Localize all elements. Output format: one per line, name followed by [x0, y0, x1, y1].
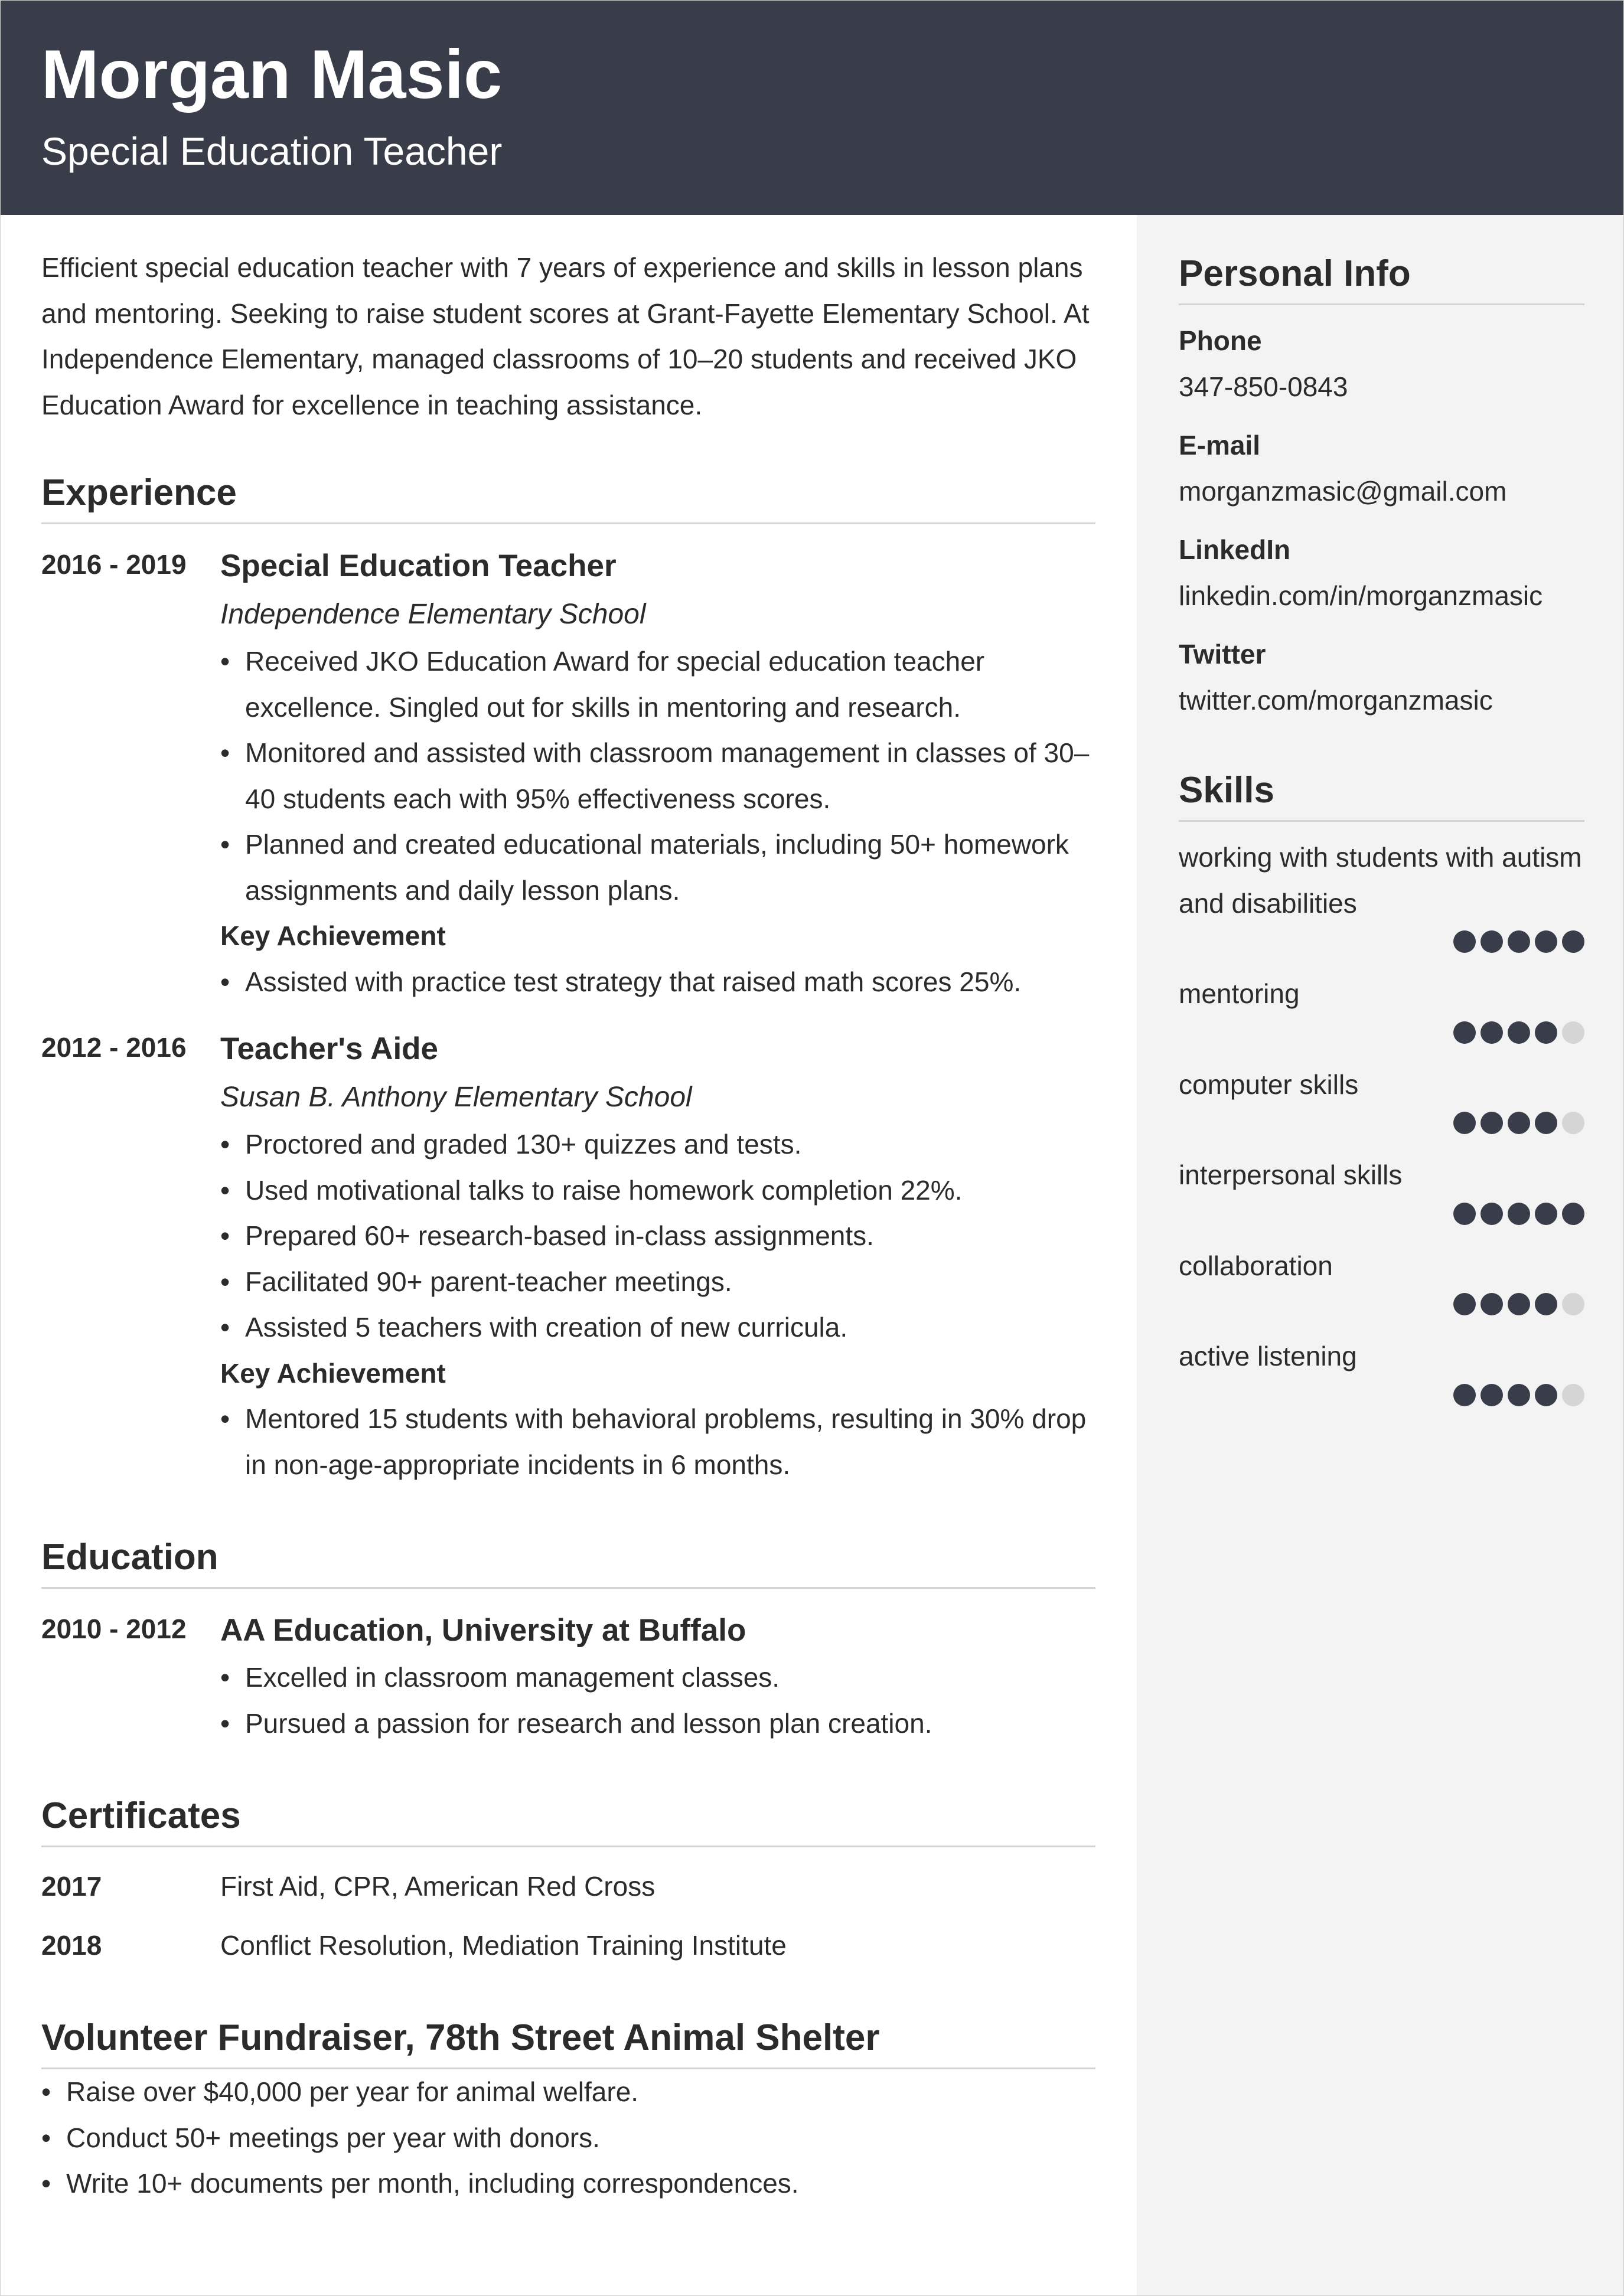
education-heading: Education	[41, 1534, 1095, 1589]
bullet-item: • Excelled in classroom management classes.	[220, 1655, 1095, 1701]
skill-name: working with students with autism and disabilities	[1179, 842, 1582, 919]
skill-item	[1179, 1243, 1584, 1317]
resume-header	[1, 1, 1623, 215]
rating-dot-filled	[1480, 1293, 1503, 1315]
skill-name: active listening	[1179, 1341, 1357, 1371]
rating-dot-filled	[1480, 1384, 1503, 1406]
volunteer-section	[41, 2014, 1095, 2207]
skill-item	[1179, 1334, 1584, 1407]
candidate-role: Special Education Teacher	[41, 129, 503, 173]
experience-section	[41, 469, 1095, 1488]
skills-heading: Skills	[1179, 767, 1584, 822]
skill-item	[1179, 971, 1584, 1044]
rating-dot-filled	[1508, 1293, 1530, 1315]
skill-rating	[1179, 1202, 1584, 1226]
candidate-name: Morgan Masic	[41, 35, 503, 113]
skill-name: computer skills	[1179, 1069, 1359, 1100]
entry-body	[220, 1025, 1095, 1488]
key-achievement-label: Key Achievement	[220, 920, 446, 951]
certificate-row	[41, 1923, 1095, 1969]
job-title: Teacher's Aide	[220, 1031, 439, 1066]
rating-dot-filled	[1480, 1203, 1503, 1225]
certificate-year: 2017	[41, 1871, 102, 1902]
bullet-list	[220, 1396, 1095, 1488]
rating-dot-empty	[1562, 1112, 1584, 1134]
skill-item	[1179, 1152, 1584, 1226]
bullet-item: • Write 10+ documents per month, including correspondences.	[41, 2161, 1095, 2207]
personal-info-heading: Personal Info	[1179, 250, 1584, 305]
rating-dot-empty	[1562, 1384, 1584, 1406]
rating-dot-empty	[1562, 1293, 1584, 1315]
entry-body	[220, 1606, 1095, 1746]
info-label: Phone	[1179, 325, 1262, 356]
rating-dot-filled	[1535, 1112, 1557, 1134]
certificate-text: Conflict Resolution, Mediation Training Institute	[220, 1929, 787, 1961]
skill-name: collaboration	[1179, 1250, 1333, 1281]
organization: Susan B. Anthony Elementary School	[220, 1082, 692, 1113]
bullet-item: • Prepared 60+ research-based in-class assignments.	[220, 1213, 1095, 1259]
rating-dot-filled	[1508, 1203, 1530, 1225]
bullet-item: • Received JKO Education Award for special education teacher excellence. Singled out for skills in mentoring and research.	[220, 639, 1095, 730]
key-achievement-label: Key Achievement	[220, 1357, 446, 1389]
sidebar	[1137, 215, 1623, 2295]
rating-dot-filled	[1535, 1293, 1557, 1315]
skill-rating	[1179, 1111, 1584, 1135]
bullet-item: • Proctored and graded 130+ quizzes and tests.	[220, 1122, 1095, 1168]
bullet-item: • Used motivational talks to raise homework completion 22%.	[220, 1168, 1095, 1214]
rating-dot-filled	[1480, 930, 1503, 953]
info-value: 347-850-0843	[1179, 371, 1348, 402]
rating-dot-filled	[1535, 1203, 1557, 1225]
bullet-item: • Pursued a passion for research and lesson plan creation.	[220, 1701, 1095, 1747]
rating-dot-filled	[1480, 1112, 1503, 1134]
bullet-list	[220, 1122, 1095, 1351]
rating-dot-filled	[1535, 1384, 1557, 1406]
info-value: twitter.com/morganzmasic	[1179, 684, 1493, 716]
entry-date: 2010 - 2012	[41, 1614, 187, 1644]
bullet-item: • Conduct 50+ meetings per year with donors.	[41, 2115, 1095, 2161]
skills-list	[1179, 835, 1584, 1407]
bullet-list	[220, 1655, 1095, 1746]
summary: Efficient special education teacher with 7 years of experience and skills in lesson plans and mentoring. Seeking to raise student scores at Grant-Fayette Elementary School. At Independence Elementary, managed classrooms of 10–20 students and received JKO Education Award for excellence in teaching assistance.	[41, 252, 1090, 420]
certificate-text: First Aid, CPR, American Red Cross	[220, 1871, 656, 1902]
certificate-year: 2018	[41, 1929, 102, 1961]
bullet-item: • Facilitated 90+ parent-teacher meetings.	[220, 1259, 1095, 1305]
info-label: E-mail	[1179, 430, 1261, 460]
entry-body	[220, 542, 1095, 1005]
skill-item	[1179, 835, 1584, 953]
education-entry	[41, 1606, 1095, 1746]
bullet-list	[220, 639, 1095, 913]
rating-dot-filled	[1453, 1112, 1476, 1134]
skill-rating	[1179, 1383, 1584, 1407]
job-title: Special Education Teacher	[220, 548, 617, 583]
main-column	[41, 245, 1095, 2207]
volunteer-heading: Volunteer Fundraiser, 78th Street Animal Shelter	[41, 2014, 1095, 2069]
rating-dot-filled	[1508, 1112, 1530, 1134]
experience-entry	[41, 542, 1095, 1005]
organization: Independence Elementary School	[220, 599, 646, 630]
experience-entry	[41, 1025, 1095, 1488]
skill-name: interpersonal skills	[1179, 1160, 1403, 1190]
rating-dot-filled	[1562, 930, 1584, 953]
experience-heading: Experience	[41, 469, 1095, 524]
bullet-item: • Assisted with practice test strategy that raised math scores 25%.	[220, 959, 1095, 1005]
skill-item	[1179, 1062, 1584, 1135]
bullet-item: • Assisted 5 teachers with creation of new curricula.	[220, 1305, 1095, 1351]
volunteer-bullets	[41, 2069, 1095, 2207]
skill-rating	[1179, 1021, 1584, 1044]
rating-dot-filled	[1535, 1021, 1557, 1044]
info-value: linkedin.com/in/morganzmasic	[1179, 580, 1543, 611]
rating-dot-filled	[1535, 930, 1557, 953]
rating-dot-filled	[1453, 1021, 1476, 1044]
entry-date: 2016 - 2019	[41, 549, 187, 580]
bullet-list	[220, 959, 1095, 1005]
rating-dot-filled	[1508, 930, 1530, 953]
certificate-row	[41, 1864, 1095, 1910]
skill-rating	[1179, 930, 1584, 953]
rating-dot-filled	[1480, 1021, 1503, 1044]
rating-dot-empty	[1562, 1021, 1584, 1044]
bullet-item: • Monitored and assisted with classroom management in classes of 30–40 students each with 95% effectiveness scores.	[220, 730, 1095, 822]
education-section	[41, 1534, 1095, 1746]
rating-dot-filled	[1508, 1384, 1530, 1406]
skill-rating	[1179, 1292, 1584, 1316]
info-label: LinkedIn	[1179, 534, 1291, 565]
rating-dot-filled	[1453, 1293, 1476, 1315]
personal-info-list	[1179, 318, 1584, 723]
rating-dot-filled	[1562, 1203, 1584, 1225]
info-value: morganzmasic@gmail.com	[1179, 475, 1507, 507]
certificates-section	[41, 1792, 1095, 1968]
degree-title: AA Education, University at Buffalo	[220, 1613, 746, 1648]
certificates-heading: Certificates	[41, 1792, 1095, 1847]
rating-dot-filled	[1508, 1021, 1530, 1044]
skill-name: mentoring	[1179, 978, 1300, 1009]
bullet-item: • Raise over $40,000 per year for animal welfare.	[41, 2069, 1095, 2115]
info-label: Twitter	[1179, 639, 1266, 669]
entry-date: 2012 - 2016	[41, 1032, 187, 1063]
rating-dot-filled	[1453, 1203, 1476, 1225]
rating-dot-filled	[1453, 1384, 1476, 1406]
rating-dot-filled	[1453, 930, 1476, 953]
bullet-item: • Planned and created educational materials, including 50+ homework assignments and daily lesson plans.	[220, 822, 1095, 913]
bullet-item: • Mentored 15 students with behavioral problems, resulting in 30% drop in non-age-appropriate incidents in 6 months.	[220, 1396, 1095, 1488]
